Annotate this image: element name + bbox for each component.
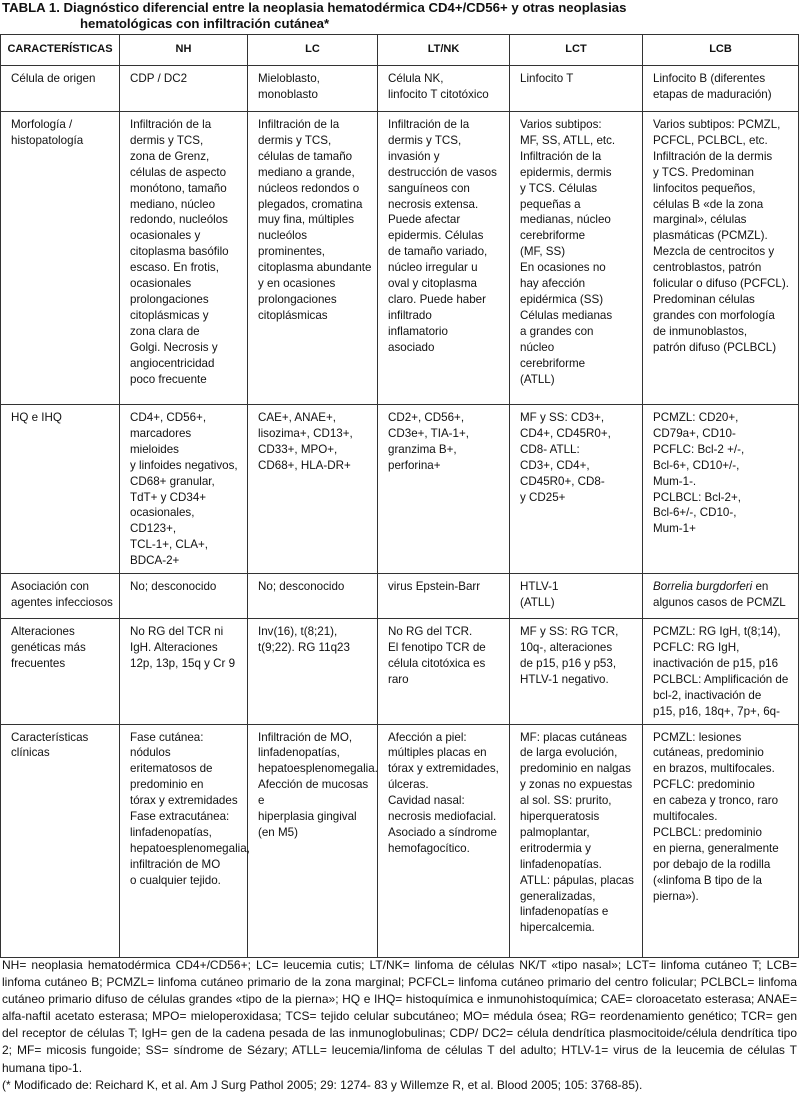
table-cell <box>643 574 799 619</box>
table-cell: Mieloblasto, monoblasto <box>248 66 378 112</box>
table-cell: CDP / DC2 <box>120 66 248 112</box>
table-footnotes <box>2 957 797 1094</box>
row-label-agentes-infecciosos: Asociación con agentes infecciosos <box>1 574 120 619</box>
table-row <box>1 405 799 574</box>
table-cell: Linfocito T <box>510 66 643 112</box>
header-caracteristicas: CARACTERÍSTICAS <box>1 35 120 66</box>
table-caption <box>2 0 798 32</box>
table-cell: PCMZL: RG IgH, t(8;14), PCFLC: RG IgH, inactivación de p15, p16 PCLBCL: Amplificación de bcl-2, inactivación de p15, p16, 18q+, 7p+, 6q- <box>643 619 799 724</box>
table-cell: No; desconocido <box>120 574 248 619</box>
table-cell: Infiltración de MO, linfadenopatías, hepatoesplenomegalia. Afección de mucosas e hiperplasia gingival (en M5) <box>248 724 378 957</box>
table-cell: No RG del TCR ni IgH. Alteraciones 12p, 13p, 15q y Cr 9 <box>120 619 248 724</box>
caption-line-1: TABLA 1. Diagnóstico diferencial entre la neoplasia hematodérmica CD4+/CD56+ y otras neoplasias <box>2 0 627 15</box>
header-lc: LC <box>248 35 378 66</box>
row-label-caracteristicas-clinicas: Características clínicas <box>1 724 120 957</box>
table-cell: Infiltración de la dermis y TCS, células de tamaño mediano a grande, núcleos redondos o plegados, cromatina muy fina, múltiples nucleólos prominentes, citoplasma abundante y en ocasiones prolongaciones citoplásmicas <box>248 112 378 405</box>
table-cell: MF: placas cutáneas de larga evolución, predominio en nalgas y zonas no expuestas al sol. SS: prurito, hiperqueratosis palmoplantar, eritrodermia y linfadenopatías. ATLL: pápulas, placas generalizadas, linfadenopatías e hipercalcemia. <box>510 724 643 957</box>
table-cell: Fase cutánea: nódulos eritematosos de predominio en tórax y extremidades Fase extracutánea: linfadenopatías, hepatoesplenomegalia, infiltración de MO o cualquier tejido. <box>120 724 248 957</box>
table-cell: Infiltración de la dermis y TCS, zona de Grenz, células de aspecto monótono, tamaño mediano, núcleo redondo, nucleólos ocasionales y citoplasma basófilo escaso. En frotis, ocasionales prolongaciones citoplásmicas y zona clara de Golgi. Necrosis y angiocentricidad poco frecuente <box>120 112 248 405</box>
caption-line-2: hematológicas con infiltración cutánea* <box>80 16 330 31</box>
row-label-celula-origen: Célula de origen <box>1 66 120 112</box>
row-label-morfologia: Morfología / histopatología <box>1 112 120 405</box>
table-cell: PCMZL: CD20+, CD79a+, CD10- PCFLC: Bcl-2 +/-, Bcl-6+, CD10+/-, Mum-1-. PCLBCL: Bcl-2+, Bcl-6+/-, CD10-, Mum-1+ <box>643 405 799 574</box>
lcb-infection-text: en algunos casos de PCMZL <box>653 580 786 609</box>
differential-diagnosis-table <box>0 34 799 958</box>
abbreviations-note: NH= neoplasia hematodérmica CD4+/CD56+; LC= leucemia cutis; LT/NK= linfoma de células NK/T «tipo nasal»; LCT= linfoma cutáneo T; LCB= linfoma cutáneo B; PCMZL= linfoma cutáneo primario de la zona marginal; PCFCL= linfoma cutáneo primario del centro folicular; PCLBCL= linfoma cutáneo primario difuso de células grandes «tipo de la pierna»; HQ e IHQ= histoquímica e inmunohistoquímica; CAE= cloroacetato esterasa; ANAE= alfa-naftil acetato esterasa; MPO= mieloperoxidasa; TCS= tejido celular subcutáneo; MO= médula ósea; RG= reordenamiento genético; TCR= gen del receptor de células T; IgH= gen de la cadena pesada de las inmunoglobulinas; CDP/ DC2= célula dendrítica plasmocitoide/célula dendrítica tipo 2; MF= micosis fungoide; SS= síndrome de Sézary; ATLL= leucemia/linfoma de células T del adulto; HTLV-1= virus de la leucemia de células T humana tipo-1. <box>2 958 797 1075</box>
header-lct: LCT <box>510 35 643 66</box>
table-cell: CD4+, CD56+, marcadores mieloides y linfoides negativos, CD68+ granular, TdT+ y CD34+ ocasionales, CD123+, TCL-1+, CLA+, BDCA-2+ <box>120 405 248 574</box>
table-cell: PCMZL: lesiones cutáneas, predominio en brazos, multifocales. PCFLC: predominio en cabeza y tronco, raro multifocales. PCLBCL: predominio en pierna, generalmente por debajo de la rodilla («linfoma B tipo de la pierna»). <box>643 724 799 957</box>
table-cell: Inv(16), t(8;21), t(9;22). RG 11q23 <box>248 619 378 724</box>
table-cell: Afección a piel: múltiples placas en tórax y extremidades, úlceras. Cavidad nasal: necrosis mediofacial. Asociado a síndrome hemofagocítico. <box>378 724 510 957</box>
table-cell: MF y SS: CD3+, CD4+, CD45R0+, CD8- ATLL: CD3+, CD4+, CD45R0+, CD8- y CD25+ <box>510 405 643 574</box>
table-cell: Infiltración de la dermis y TCS, invasión y destrucción de vasos sanguíneos con necrosis extensa. Puede afectar epidermis. Células de tamaño variado, núcleo irregular u oval y citoplasma claro. Puede haber infiltrado inflamatorio asociado <box>378 112 510 405</box>
table-row <box>1 574 799 619</box>
header-lt-nk: LT/NK <box>378 35 510 66</box>
table-cell: HTLV-1 (ATLL) <box>510 574 643 619</box>
header-nh: NH <box>120 35 248 66</box>
header-row <box>1 35 799 66</box>
table-row <box>1 619 799 724</box>
row-label-alteraciones-geneticas: Alteraciones genéticas más frecuentes <box>1 619 120 724</box>
borrelia-italic-text: Borrelia burgdorferi <box>653 580 753 594</box>
source-note: (* Modificado de: Reichard K, et al. Am J Surg Pathol 2005; 29: 1274- 83 y Willemze R, et al. Blood 2005; 105: 3768-85). <box>2 1077 643 1092</box>
header-lcb: LCB <box>643 35 799 66</box>
table-row <box>1 112 799 405</box>
table-cell: Varios subtipos: PCMZL, PCFCL, PCLBCL, etc. Infiltración de la dermis y TCS. Predominan linfocitos pequeños, células B «de la zona marginal», células plasmáticas (PCMZL). Mezcla de centrocitos y centroblastos, patrón folicular o difuso (PCFCL). Predominan células grandes con morfología de inmunoblastos, patrón difuso (PCLBCL) <box>643 112 799 405</box>
table-cell: No RG del TCR. El fenotipo TCR de célula citotóxica es raro <box>378 619 510 724</box>
table-cell: CAE+, ANAE+, lisozima+, CD13+, CD33+, MPO+, CD68+, HLA-DR+ <box>248 405 378 574</box>
row-label-hq-ihq: HQ e IHQ <box>1 405 120 574</box>
table-cell: virus Epstein-Barr <box>378 574 510 619</box>
table-row <box>1 66 799 112</box>
table-cell: No; desconocido <box>248 574 378 619</box>
table-cell: Célula NK, linfocito T citotóxico <box>378 66 510 112</box>
table-cell: Linfocito B (diferentes etapas de maduración) <box>643 66 799 112</box>
table-cell: Varios subtipos: MF, SS, ATLL, etc. Infiltración de la epidermis, dermis y TCS. Células pequeñas a medianas, núcleo cerebriforme (MF, SS) En ocasiones no hay afección epidérmica (SS) Células medianas a grandes con núcleo cerebriforme (ATLL) <box>510 112 643 405</box>
table-row <box>1 724 799 957</box>
table-cell: CD2+, CD56+, CD3e+, TIA-1+, granzima B+, perforina+ <box>378 405 510 574</box>
table-cell: MF y SS: RG TCR, 10q-, alteraciones de p15, p16 y p53, HTLV-1 negativo. <box>510 619 643 724</box>
